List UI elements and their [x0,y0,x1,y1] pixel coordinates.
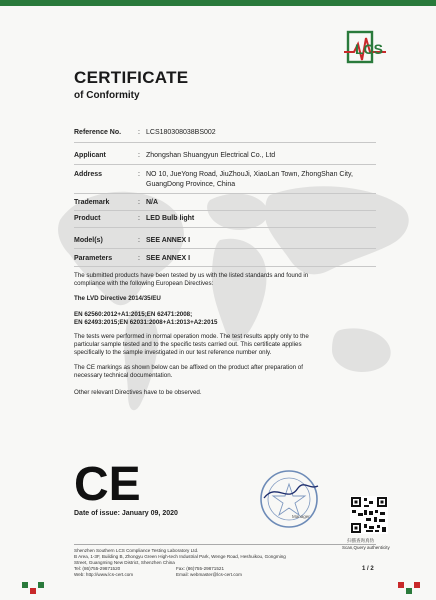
field-label: Product [74,215,101,222]
ce-marking-line-2: necessary technical documentation. [74,372,173,379]
field-colon: : [138,237,140,244]
field-value: Zhongshan Shuangyun Electrical Co., Ltd [146,152,276,159]
field-colon: : [138,152,140,159]
tests-line-1: The tests were performed in normal operation mode. The test results apply only to the [74,333,309,340]
issue-date: Date of issue: January 09, 2020 [74,510,178,517]
qr-caption-chinese: 扫描查询真伪 [347,538,374,543]
standards-line-2: EN 62493:2015;EN 62031:2008+A1:2013+A2:2015 [74,319,218,326]
footer-divider [74,544,376,545]
qr-code-icon [350,496,388,534]
field-value: LCS180308038BS002 [146,129,216,136]
footer-address-1: B Area, 1-3F, Building B, Zhongyu Green High-tech Industrial Park, Wenge Road, Heshuikou, Gongming [74,554,286,559]
page-number: 1 / 2 [362,566,374,572]
field-colon: : [138,171,140,178]
field-divider [74,248,376,249]
standards-line-1: EN 62560:2012+A1:2015;EN 62471:2008; [74,311,193,318]
manager-label: Manager [292,514,310,519]
decor-square [22,582,28,588]
decor-square [30,588,36,594]
tests-line-3: specifically to the sample investigated in our test reference number only. [74,349,272,356]
top-color-bar [0,0,436,6]
decor-square [414,582,420,588]
field-label: Reference No. [74,129,122,136]
field-divider [74,142,376,143]
qr-caption-english: Scan,Query authenticity [342,545,390,550]
field-divider [74,227,376,228]
field-value: SEE ANNEX I [146,237,191,244]
lcs-logo [340,30,390,66]
field-colon: : [138,129,140,136]
field-divider [74,210,376,211]
field-label: Applicant [74,152,106,159]
footer-address-2: Street, Guangming New District, Shenzhen China [74,560,175,565]
decor-square [406,588,412,594]
field-label: Model(s) [74,237,103,244]
field-divider [74,193,376,194]
field-value-line-1: NO 10, JueYong Road, JiuZhouJi, XiaoLan Town, ZhongShan City, [146,171,353,178]
company-seal-icon [258,468,320,530]
field-label: Trademark [74,199,110,206]
footer-tel: Tel: (86)755-29871520 [74,566,121,571]
decor-square [38,582,44,588]
field-value: LED Bulb light [146,215,195,222]
field-colon: : [138,215,140,222]
certificate-title: CERTIFICATE [74,68,189,87]
intro-line-2: compliance with the following European Directives: [74,280,214,287]
certificate-subtitle: of Conformity [74,90,140,101]
field-divider [74,266,376,267]
footer-email: Email: webmaster@lcs-cert.com [176,572,242,577]
footer-web: Web: http://www.lcs-cert.com [74,572,134,577]
decor-square [398,582,404,588]
footer-fax: Fax: (86)755-29871521 [176,566,225,571]
field-value: N/A [146,199,159,206]
field-divider [74,164,376,165]
field-colon: : [138,199,140,206]
field-label: Parameters [74,255,113,262]
footer-company: Shenzhen Southern LCS Compliance Testing Laboratory Ltd. [74,548,199,553]
field-value-line-2: GuangDong Province, China [146,181,236,188]
field-value: SEE ANNEX I [146,255,191,262]
directive-text: The LVD Directive 2014/35/EU [74,295,161,302]
svg-text:LCS: LCS [355,41,383,57]
tests-line-2: particular sample tested and to the specific tests carried out. This certificate applies [74,341,302,348]
intro-line-1: The submitted products have been tested by us with the listed standards and found in [74,272,309,279]
svg-text:CE: CE [74,460,141,504]
ce-mark-icon [74,460,144,504]
field-label: Address [74,171,103,178]
ce-marking-line-1: The CE markings as shown below can be affixed on the product after preparation of [74,364,303,371]
field-colon: : [138,255,140,262]
other-directives: Other relevant Directives have to be observed. [74,389,202,396]
